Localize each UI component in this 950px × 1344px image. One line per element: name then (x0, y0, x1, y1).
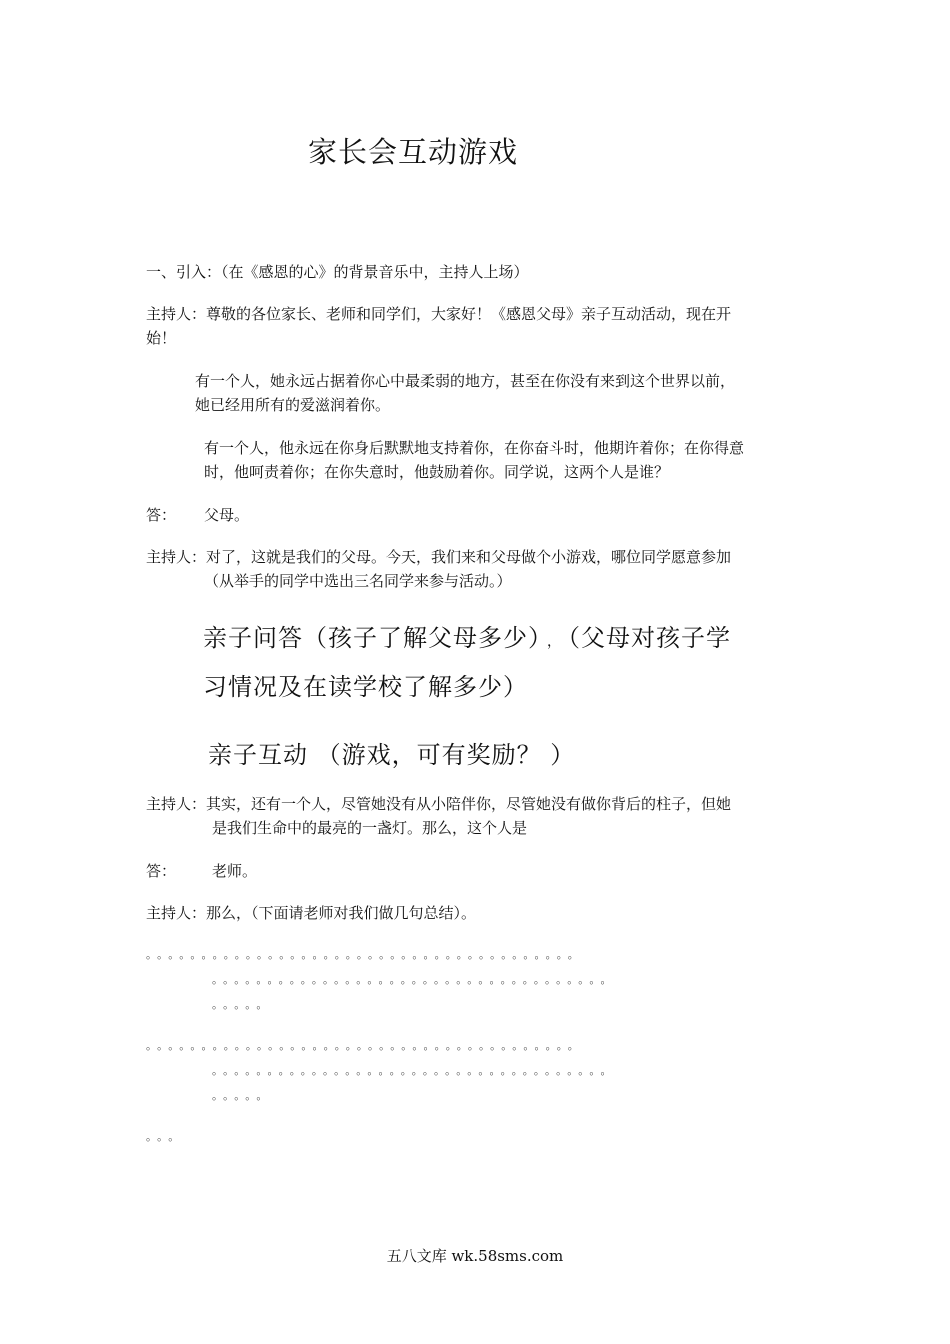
qa-heading-tail: （父母对孩子学 (568, 624, 731, 652)
dots-line-b3: 。。。。。 (212, 1089, 273, 1102)
dots-line-b2: 。。。。。。。。。。。。。。。。。。。。。。。。。。。。。。。。。。。。 (212, 1064, 618, 1077)
paragraph-father-line-2: 时，他呵责着你；在你失意时，他鼓励着你。同学说，这两个人是谁？ (204, 463, 670, 481)
qa-heading: 亲子问答（孩子了解父母多少） (203, 624, 541, 652)
dots-line-a2: 。。。。。。。。。。。。。。。。。。。。。。。。。。。。。。。。。。。。 (212, 973, 618, 986)
parent-child-qa-line-2: 习情况及在读学校了解多少） (203, 673, 528, 701)
parent-child-interaction-heading: 亲子互动 （游戏，可有奖励？ ） (208, 741, 576, 769)
host-speech-4: 主持人：那么，（下面请老师对我们做几句总结）。 (146, 904, 477, 922)
dots-line-a3: 。。。。。 (212, 998, 273, 1011)
paragraph-father-line-1: 有一个人，他永远在你身后默默地支持着你，在你奋斗时，他期许着你；在你得意 (204, 439, 745, 457)
dots-line-c: 。。。 (146, 1130, 185, 1143)
answer-label-2: 答： (146, 862, 177, 880)
dots-line-b1: 。。。。。。。。。。。。。。。。。。。。。。。。。。。。。。。。。。。。。。。 (146, 1039, 585, 1052)
answer-text-2: 老师。 (212, 862, 258, 880)
paragraph-mother-line-2: 她已经用所有的爱滋润着你。 (195, 396, 391, 414)
parent-child-qa-line-1 (203, 618, 731, 653)
host-speech-1-line-1: 主持人：尊敬的各位家长、老师和同学们，大家好！《感恩父母》亲子互动活动，现在开 (146, 305, 732, 323)
paragraph-mother-line-1: 有一个人，她永远占据着你心中最柔弱的地方，甚至在你没有来到这个世界以前， (195, 372, 736, 390)
answer-text-1: 父母。 (204, 506, 250, 524)
answer-label-1: 答： (146, 506, 177, 524)
document-title: 家长会互动游戏 (308, 135, 519, 169)
host-speech-3-line-1: 主持人：其实，还有一个人，尽管她没有从小陪伴你，尽管她没有做你背后的柱子，但她 (146, 795, 732, 813)
qa-comma: ， (547, 634, 562, 650)
host-speech-2-line-2: （从举手的同学中选出三名同学来参与活动。） (204, 572, 512, 590)
host-speech-2-line-1: 主持人：对了，这就是我们的父母。今天，我们来和父母做个小游戏，哪位同学愿意参加 (146, 548, 732, 566)
footer-watermark: 五八文库 wk.58sms.com (386, 1247, 564, 1265)
host-speech-3-line-2: 是我们生命中的最亮的一盏灯。那么，这个人是 (212, 819, 528, 837)
host-speech-1-line-2: 始！ (146, 329, 177, 347)
dots-line-a1: 。。。。。。。。。。。。。。。。。。。。。。。。。。。。。。。。。。。。。。。 (146, 948, 585, 961)
intro-line: 一、引入：（在《感恩的心》的背景音乐中，主持人上场） (146, 263, 529, 281)
